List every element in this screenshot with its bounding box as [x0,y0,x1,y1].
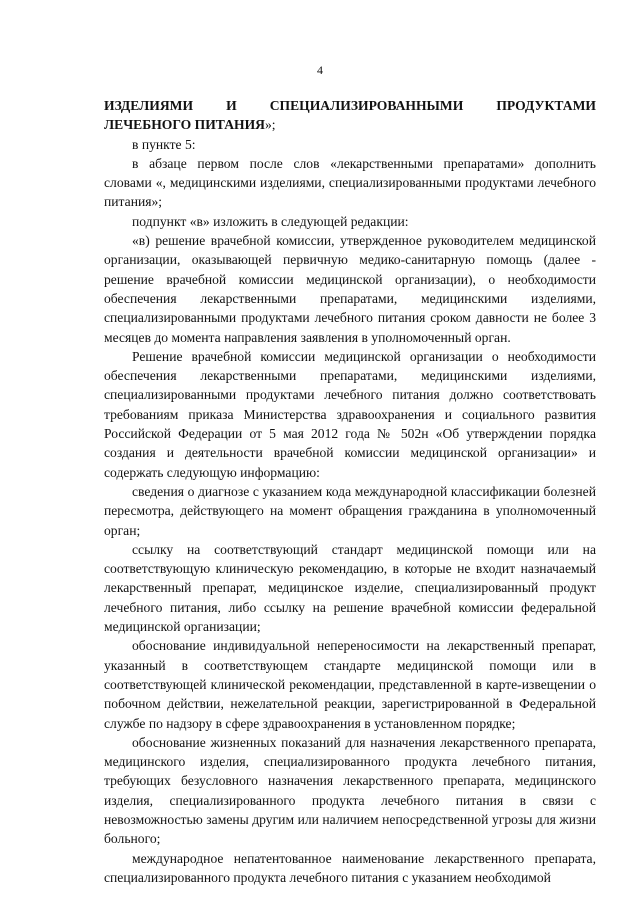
heading-word: И [226,98,237,113]
heading-word: ИЗДЕЛИЯМИ [104,98,194,113]
heading-continuation [104,115,596,134]
paragraph: сведения о диагнозе с указанием кода международной классификации болезней пересмотра, действующего на момент обращения гражданина в уполномоченный орган; [104,483,596,538]
paragraph: международное непатентованное наименование лекарственного препарата, специализированного продукта лечебного питания с указанием необходимой [104,850,596,885]
heading-word: СПЕЦИАЛИЗИРОВАННЫМИ [269,98,464,113]
heading-tail-bold: ЛЕЧЕБНОГО ПИТАНИЯ [104,117,265,133]
document-body [104,96,596,887]
heading-tail-rest: »; [264,117,276,133]
paragraph: подпункт «в» изложить в следующей редакции: [132,213,409,229]
paragraph: «в) решение врачебной комиссии, утвержденное руководителем медицинской организации, оказывающей первичную медико-санитарную помощь (далее - решение врачебной комиссии медицинской организации), о необходимости обеспечения лекарственными препаратами, медицинскими изделиями, специализированными продуктами лечебного питания сроком давности не более 3 месяцев до момента направления заявления в уполномоченный орган. [104,233,596,345]
page-number: 4 [317,63,323,77]
paragraph: обоснование индивидуальной непереносимости на лекарственный препарат, указанный в соответствующем стандарте медицинской помощи или в соответствующей клинической рекомендации, представленной в карте-извещении о побочном действии, нежелательной реакции, зарегистрированной в Федеральной службе по надзору в сфере здравоохранения в установленном порядке; [104,638,596,731]
paragraph: обоснование жизненных показаний для назначения лекарственного препарата, медицинского изделия, специализированного продукта лечебного питания, требующих безусловного назначения лекарственного препарата, медицинского изделия, специализированного продукта лечебного питания в связи с невозможностью замены другим или наличием непосредственной угрозы для жизни больного; [104,734,596,847]
heading-line [104,96,596,115]
paragraph: в пункте 5: [132,136,196,152]
paragraph: ссылку на соответствующий стандарт медицинской помощи или на соответствующую клиническую рекомендацию, в которые не входит назначаемый лекарственный препарат, медицинское изделие, специализированный продукт лечебного питания, либо ссылку на решение врачебной комиссии федеральной медицинской организации; [104,541,596,635]
heading-word: ПРОДУКТАМИ [496,98,596,113]
paragraph: Решение врачебной комиссии медицинской организации о необходимости обеспечения лекарственными препаратами, медицинскими изделиями, специализированными продуктами лечебного питания должно соответствовать требованиям приказа Министерства здравоохранения и социального развития Российской Федерации от 5 мая 2012 года № 502н «Об утверждении порядка создания и деятельности врачебной комиссии медицинской организации» и содержать следующую информацию: [104,348,596,480]
paragraph: в абзаце первом после слов «лекарственными препаратами» дополнить словами «, медицинскими изделиями, специализированными продуктами лечебного питания»; [104,155,596,210]
